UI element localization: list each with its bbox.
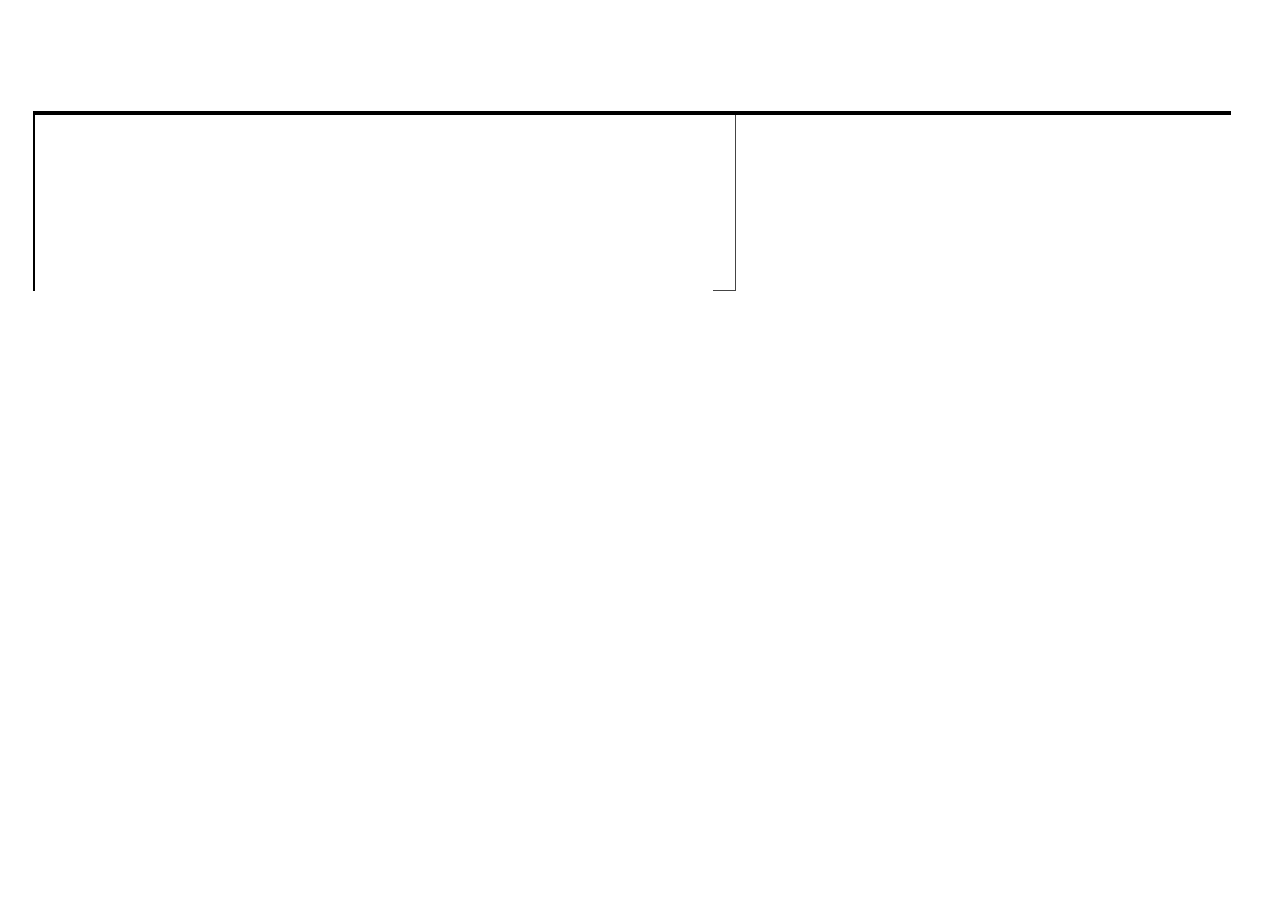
calendar (33, 111, 1231, 291)
calendar-week5-row (33, 115, 1231, 291)
notes-block (35, 115, 736, 291)
